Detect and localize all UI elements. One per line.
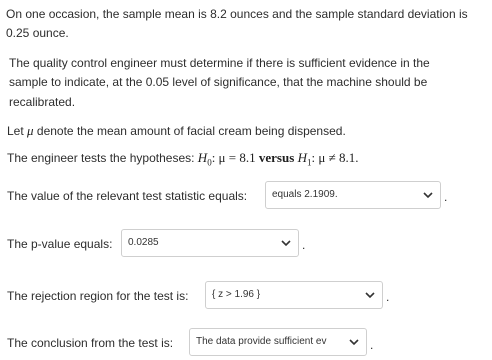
intro-line-2: 0.25 ounce. — [6, 26, 69, 40]
question-label-p-value: The p-value equals: — [7, 237, 113, 251]
question-label-rejection-region: The rejection region for the test is: — [7, 289, 189, 303]
test-statistic-select[interactable] — [265, 181, 441, 209]
trailing-period: . — [302, 238, 306, 252]
problem-line-2: sample to indicate, at the 0.05 level of significance, that the machine should be — [9, 75, 428, 89]
problem-line-1: The quality control engineer must determine if there is sufficient evidence in the — [9, 56, 430, 70]
versus-word: versus — [258, 150, 295, 165]
conclusion-value: The data provide sufficient ev — [196, 336, 327, 347]
chevron-down-icon — [364, 289, 376, 301]
trailing-period: . — [386, 290, 390, 304]
question-label-test-statistic: The value of the relevant test statistic equals: — [7, 189, 248, 203]
hypotheses-line — [7, 149, 358, 172]
chevron-down-icon — [348, 336, 360, 348]
chevron-down-icon — [280, 237, 292, 249]
conclusion-select[interactable] — [189, 328, 367, 356]
trailing-period: . — [444, 190, 448, 204]
p-value-select[interactable] — [121, 229, 299, 257]
rejection-region-select[interactable] — [205, 281, 383, 309]
p-value-value: 0.0285 — [128, 237, 159, 248]
definition-prefix: Let — [7, 124, 24, 138]
mu-symbol: μ — [27, 123, 34, 138]
hypotheses-prefix: The engineer tests the hypotheses: — [7, 151, 195, 165]
alternative-hypothesis: $H_1$: μ ≠ 8.1. — [297, 150, 359, 168]
trailing-period: . — [370, 338, 374, 352]
problem-line-3: recalibrated. — [9, 95, 76, 109]
intro-line-1: On one occasion, the sample mean is 8.2 ounces and the sample standard deviation is — [6, 7, 468, 21]
null-hypothesis: $H_0$: μ = 8.1 — [197, 150, 256, 168]
chevron-down-icon — [422, 189, 434, 201]
definition-suffix: denote the mean amount of facial cream being dispensed. — [36, 124, 346, 138]
rejection-region-value: { z > 1.96 } — [212, 289, 261, 300]
test-statistic-value: equals 2.1909. — [272, 189, 338, 200]
definition-line — [7, 122, 346, 140]
question-label-conclusion: The conclusion from the test is: — [7, 336, 174, 350]
